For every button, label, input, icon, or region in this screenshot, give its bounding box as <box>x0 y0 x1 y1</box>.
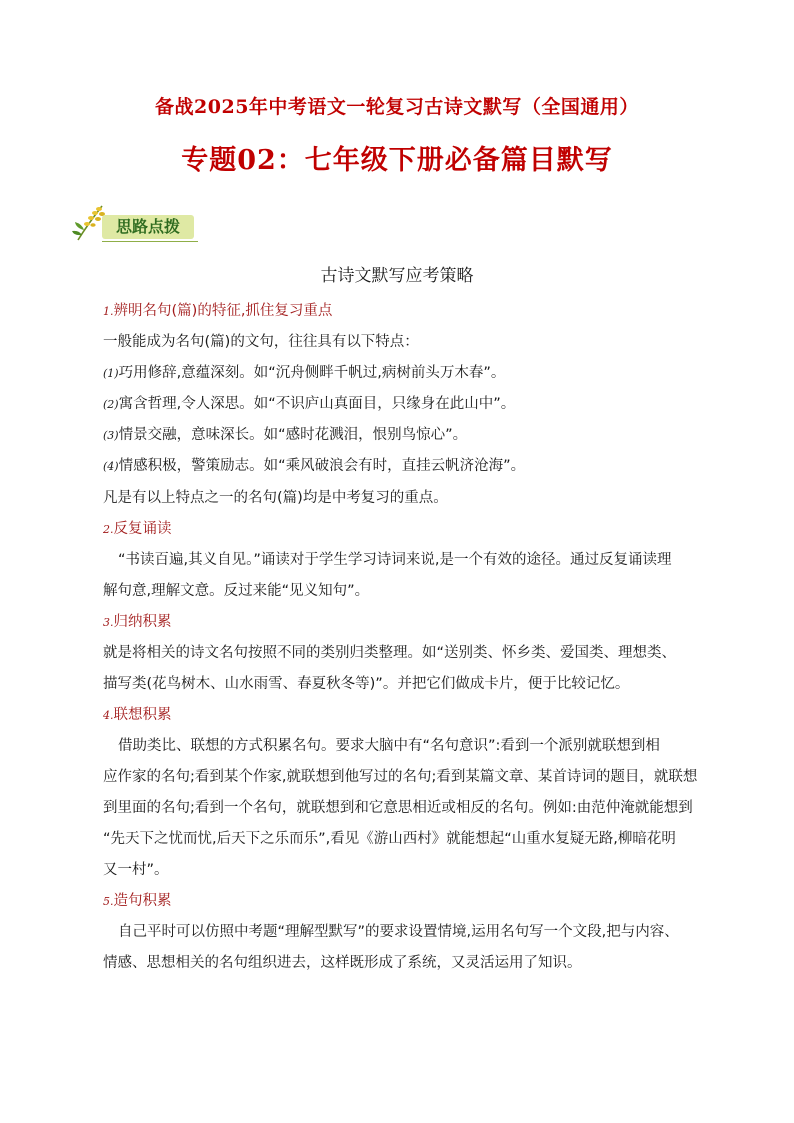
paragraph-line: 就是将相关的诗文名句按照不同的类别归类整理。如“送别类、怀乡类、爱国类、理想类、 <box>103 645 677 661</box>
section-heading-2 <box>103 517 172 538</box>
item-number: (2) <box>103 398 119 411</box>
paragraph-line: 情感、思想相关的名句组织进去，这样既形成了系统，又灵活运用了知识。 <box>103 955 582 971</box>
item-text: 情感积极，警策励志。如“乘风破浪会有时，直挂云帆济沧海”。 <box>118 458 526 474</box>
list-item <box>103 361 505 382</box>
section-number: 5. <box>103 895 114 908</box>
item-text: 情景交融，意味深长。如“感时花溅泪，恨别鸟惊心”。 <box>118 427 468 443</box>
list-item <box>103 392 515 413</box>
paragraph-line: “先天下之忧而忧,后天下之乐而乐”,看见《游山西村》就能想起“山重水复疑无路,柳暗花明 <box>103 831 676 847</box>
topic-title: 专题02：七年级下册必备篇目默写 <box>181 145 613 176</box>
section-number: 3. <box>103 616 114 629</box>
heading-text: 辨明名句(篇)的特征,抓住复习重点 <box>113 303 333 319</box>
section-heading-1 <box>103 299 332 320</box>
section-badge <box>72 200 202 244</box>
item-number: (3) <box>103 429 119 442</box>
heading-text: 反复诵读 <box>113 521 172 537</box>
paragraph-line: 解句意,理解文意。反过来能“见义知句”。 <box>103 583 370 599</box>
badge-label: 思路点拨 <box>102 215 194 239</box>
item-number: (1) <box>103 367 119 380</box>
section-heading-3 <box>103 610 172 631</box>
paragraph-line: 又一村”。 <box>103 862 169 878</box>
paragraph-line: 到里面的名句;看到一个名句，就联想到和它意思相近或相反的名句。例如:由范仲淹就能想到 <box>103 800 693 816</box>
badge-underline <box>102 241 198 242</box>
section-heading-4 <box>103 703 172 724</box>
list-item <box>103 454 525 475</box>
paragraph-line: 应作家的名句;看到某个作家,就联想到他写过的名句;看到某篇文章、某首诗词的题目，就联想 <box>103 769 698 785</box>
heading-text: 造句积累 <box>113 893 172 909</box>
item-text: 寓含哲理,令人深思。如“不识庐山真面目，只缘身在此山中”。 <box>118 396 516 412</box>
section-number: 1. <box>103 305 114 318</box>
section-number: 2. <box>103 523 114 536</box>
heading-text: 联想积累 <box>113 707 172 723</box>
paragraph-line: 借助类比、联想的方式积累名句。要求大脑中有“名句意识”:看到一个派别就联想到相 <box>118 738 660 754</box>
paragraph-line: 凡是有以上特点之一的名句(篇)均是中考复习的重点。 <box>103 490 448 506</box>
paragraph-line: 一般能成为名句(篇)的文句，往往具有以下特点： <box>103 334 419 350</box>
document-title: 备战2025年中考语文一轮复习古诗文默写（全国通用） <box>155 96 639 118</box>
section-number: 4. <box>103 709 114 722</box>
section-heading-5 <box>103 889 172 910</box>
item-number: (4) <box>103 460 119 473</box>
heading-text: 归纳积累 <box>113 614 172 630</box>
paragraph-line: 描写类(花鸟树木、山水雨雪、春夏秋冬等)”。并把它们做成卡片，便于比较记忆。 <box>103 676 630 692</box>
paragraph-line: “书读百遍,其义自见。”诵读对于学生学习诗词来说,是一个有效的途径。通过反复诵读理 <box>118 552 672 568</box>
paragraph-line: 自己平时可以仿照中考题“理解型默写”的要求设置情境,运用名句写一个文段,把与内容、 <box>118 924 679 940</box>
section-subtitle: 古诗文默写应考策略 <box>320 266 474 286</box>
list-item <box>103 423 467 444</box>
item-text: 巧用修辞,意蕴深刻。如“沉舟侧畔千帆过,病树前头万木春”。 <box>118 365 506 381</box>
